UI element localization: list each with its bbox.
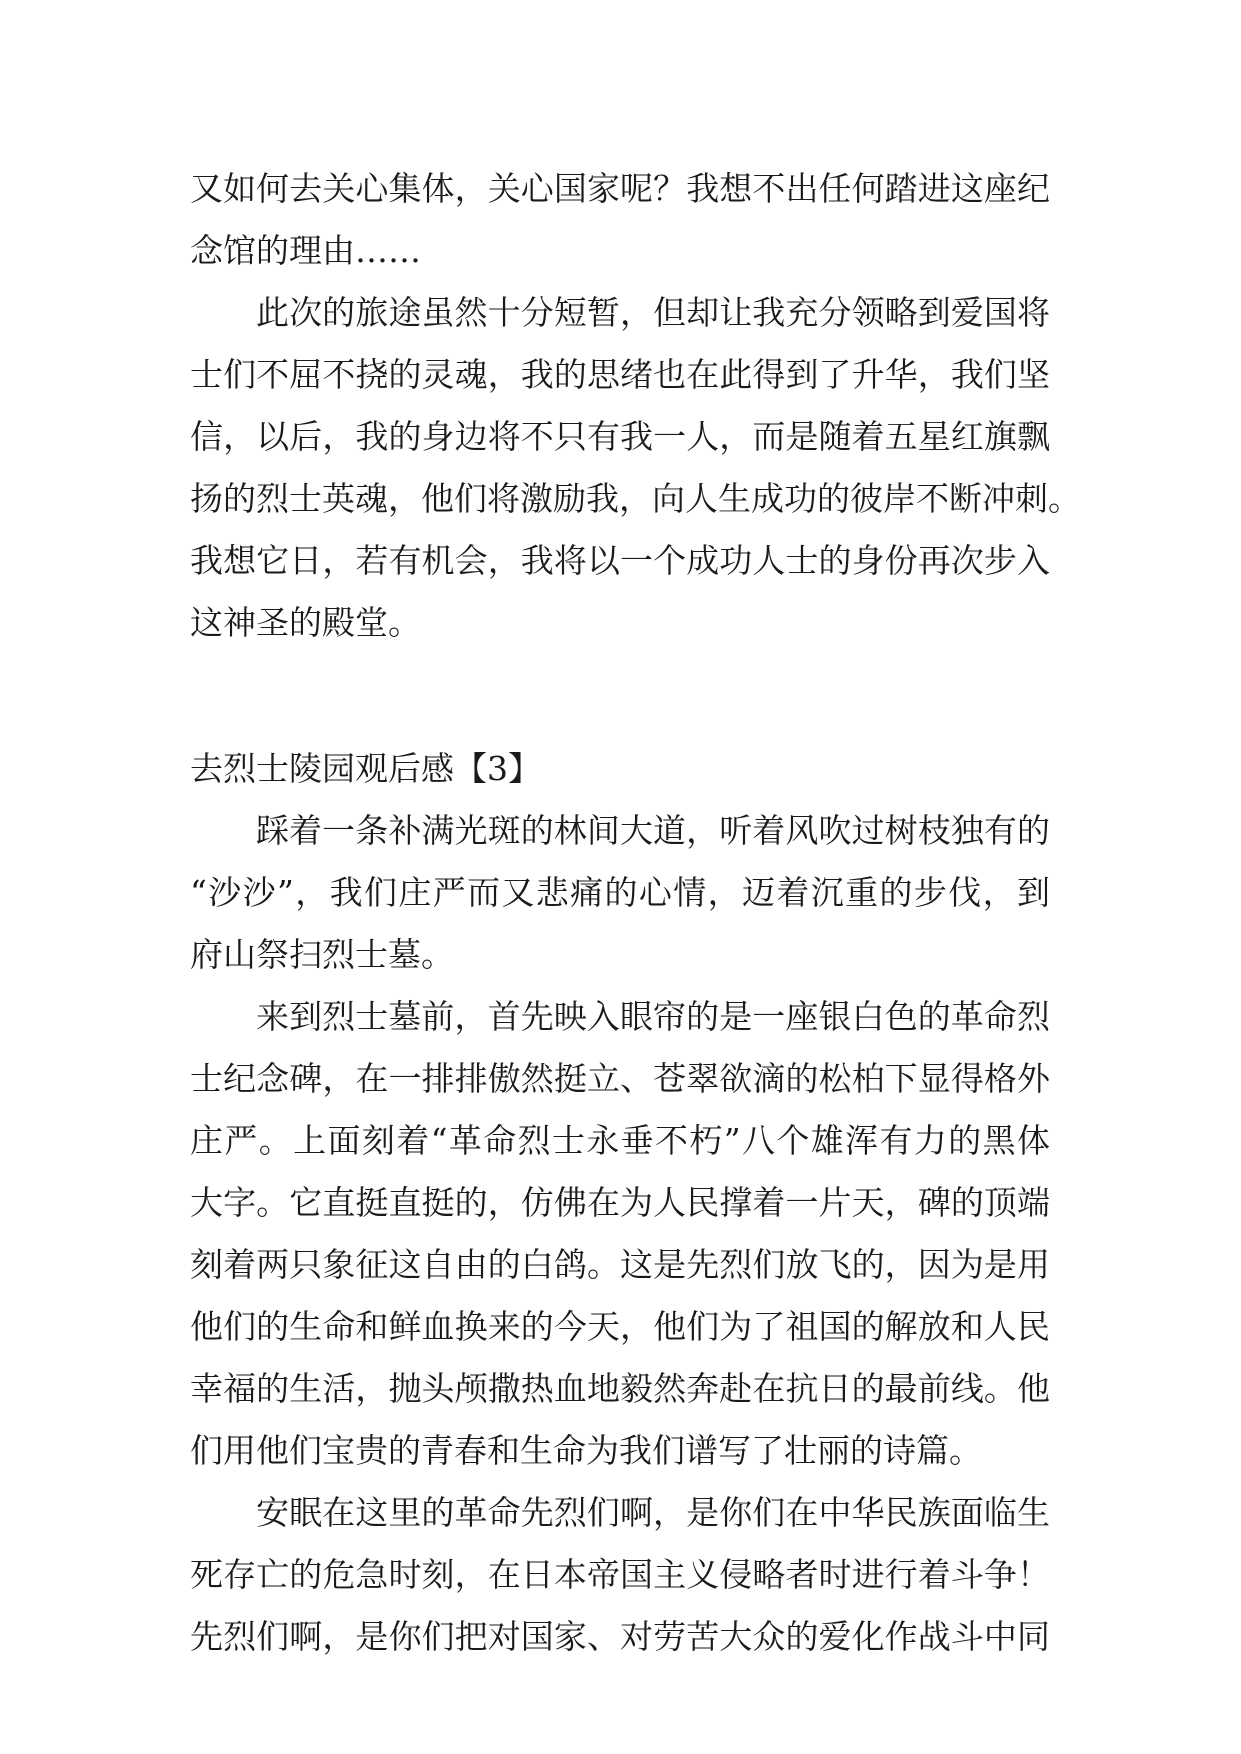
section-heading: 去烈士陵园观后感【3】: [190, 749, 541, 788]
text-line: 士纪念碑，在一排排傲然挺立、苍翠欲滴的松柏下显得格外: [190, 1059, 1050, 1098]
text-line: 士们不屈不挠的灵魂，我的思绪也在此得到了升华，我们坚: [190, 355, 1050, 394]
text-line: 死存亡的危急时刻，在日本帝国主义侵略者时进行着斗争！: [190, 1555, 1050, 1594]
text-line: 我想它日，若有机会，我将以一个成功人士的身份再次步入: [190, 541, 1050, 580]
text-line: 来到烈士墓前，首先映入眼帘的是一座银白色的革命烈: [256, 997, 1050, 1036]
text-line: 念馆的理由……: [190, 231, 421, 270]
text-line: 先烈们啊，是你们把对国家、对劳苦大众的爱化作战斗中同: [190, 1617, 1050, 1656]
section-spacer: [190, 654, 1050, 738]
text-line: 此次的旅途虽然十分短暂，但却让我充分领略到爱国将: [256, 293, 1050, 332]
paragraph: [190, 800, 1050, 986]
text-line: 他们的生命和鲜血换来的今天，他们为了祖国的解放和人民: [190, 1307, 1050, 1346]
paragraph: [190, 1482, 1050, 1668]
text-line: 大字。它直挺直挺的，仿佛在为人民撑着一片天，碑的顶端: [190, 1183, 1050, 1222]
text-line: 踩着一条补满光斑的林间大道，听着风吹过树枝独有的: [256, 811, 1050, 850]
paragraph-continued: [190, 158, 1050, 282]
text-line: 幸福的生活，抛头颅撒热血地毅然奔赴在抗日的最前线。他: [190, 1369, 1050, 1408]
paragraph: [190, 282, 1081, 654]
text-line: 安眠在这里的革命先烈们啊，是你们在中华民族面临生: [256, 1493, 1050, 1532]
text-line: 庄严。上面刻着“革命烈士永垂不朽”八个雄浑有力的黑体: [190, 1121, 1050, 1160]
text-line: 们用他们宝贵的青春和生命为我们谱写了壮丽的诗篇。: [190, 1431, 982, 1470]
text-line: “沙沙”，我们庄严而又悲痛的心情，迈着沉重的步伐，到: [190, 873, 1050, 912]
document-body: [190, 158, 1081, 1668]
text-line: 又如何去关心集体，关心国家呢？我想不出任何踏进这座纪: [190, 169, 1050, 208]
text-line: 这神圣的殿堂。: [190, 603, 421, 642]
paragraph: [190, 986, 1050, 1482]
text-line: 信，以后，我的身边将不只有我一人，而是随着五星红旗飘: [190, 417, 1050, 456]
text-line: 扬的烈士英魂，他们将激励我，向人生成功的彼岸不断冲刺。: [190, 479, 1081, 518]
text-line: 府山祭扫烈士墓。: [190, 935, 454, 974]
text-line: 刻着两只象征这自由的白鸽。这是先烈们放飞的，因为是用: [190, 1245, 1050, 1284]
